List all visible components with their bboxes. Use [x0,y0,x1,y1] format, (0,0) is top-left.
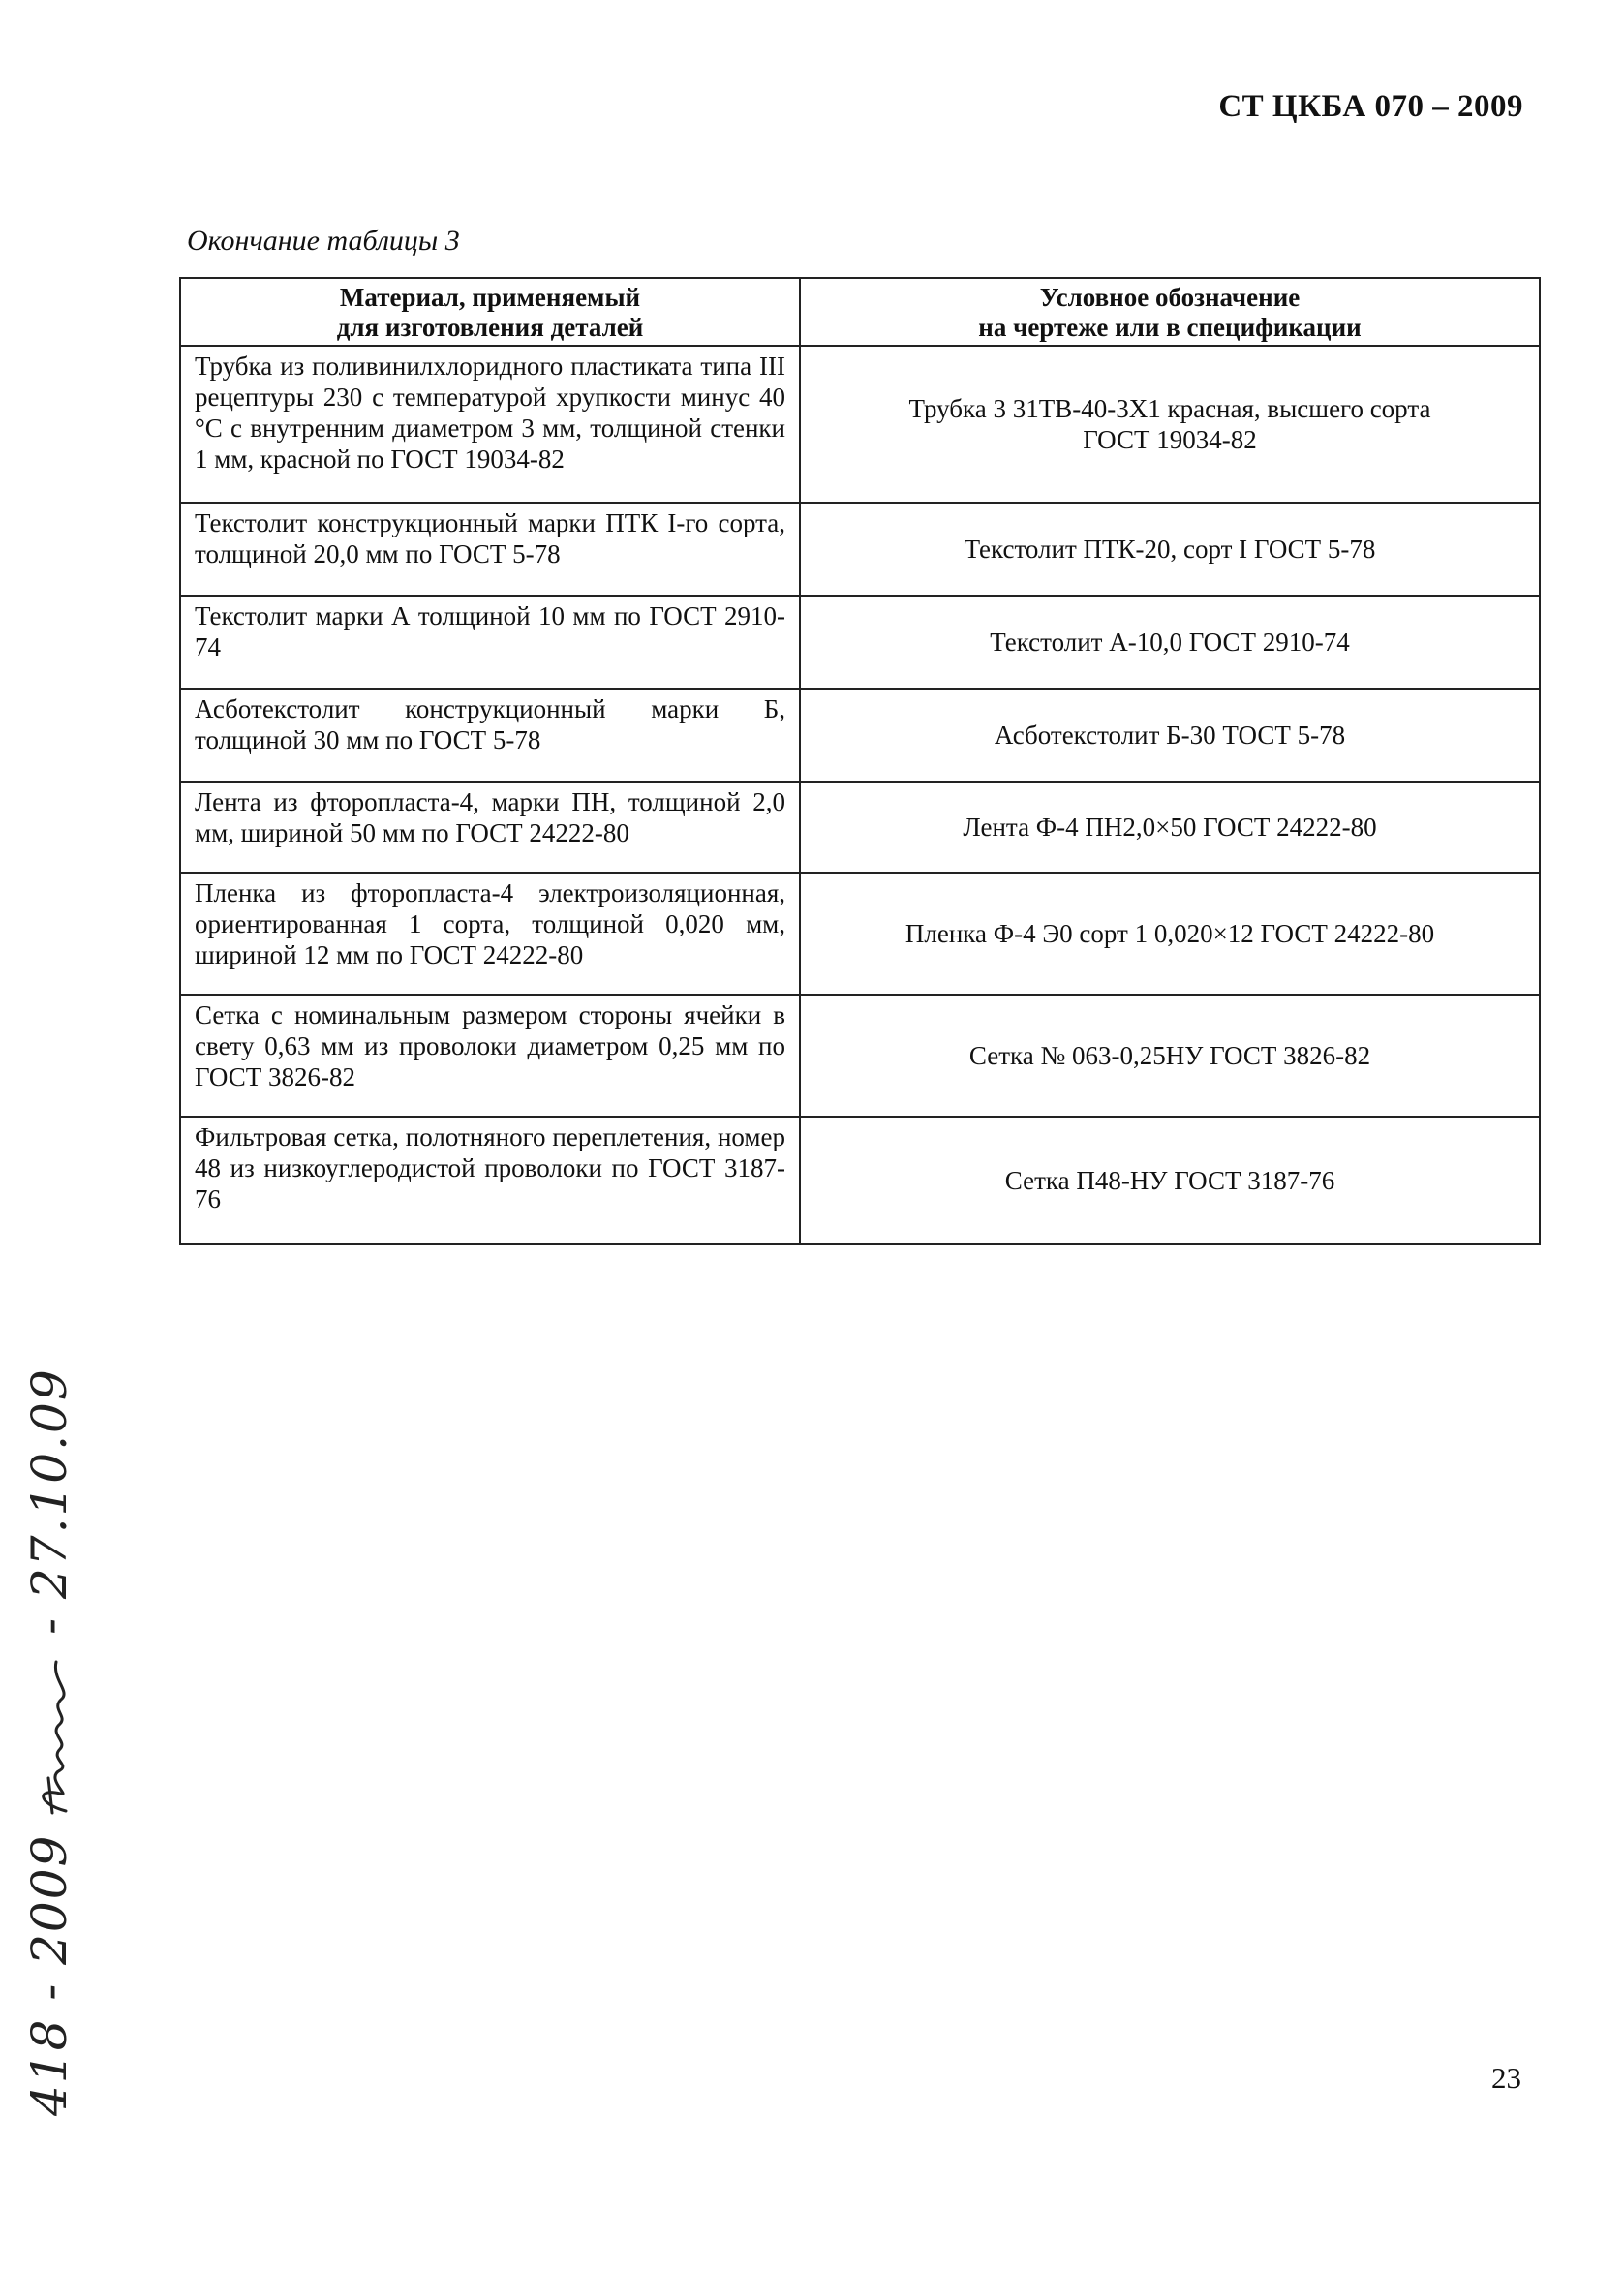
table-caption: Окончание таблицы 3 [187,225,460,257]
header-designation-line2: на чертеже или в спецификации [978,313,1362,342]
designation-line: Лента Ф-4 ПН2,0×50 ГОСТ 24222-80 [963,813,1377,842]
designation-cell [800,503,1540,596]
header-material [180,278,800,346]
designation-cell [800,689,1540,782]
material-cell: Фильтровая сетка, полотняного переплетения, номер 48 из низкоуглеродистой проволоки по ГОСТ 3187-76 [180,1117,800,1244]
designation-line: ГОСТ 19034-82 [1083,425,1257,454]
table-row [180,1117,1540,1244]
header-material-line1: Материал, применяемый [339,283,641,312]
table-row [180,503,1540,596]
designation-line: Сетка П48-НУ ГОСТ 3187-76 [1004,1166,1335,1195]
material-cell: Лента из фторопласта-4, марки ПН, толщиной 2,0 мм, шириной 50 мм по ГОСТ 24222-80 [180,782,800,873]
document-code: СТ ЦКБА 070 – 2009 [1218,89,1523,124]
designation-line: Трубка 3 31ТВ-40-3Х1 красная, высшего сорта [908,394,1431,423]
designation-line: Текстолит ПТК-20, сорт I ГОСТ 5-78 [964,535,1376,564]
designation-line: Сетка № 063-0,25НУ ГОСТ 3826-82 [968,1041,1371,1070]
table-row [180,995,1540,1117]
header-designation [800,278,1540,346]
material-cell: Текстолит конструкционный марки ПТК I-го сорта, толщиной 20,0 мм по ГОСТ 5-78 [180,503,800,596]
table-row [180,596,1540,689]
material-cell: Пленка из фторопласта-4 электроизоляционная, ориентированная 1 сорта, толщиной 0,020 мм, шириной 12 мм по ГОСТ 24222-80 [180,873,800,995]
designation-line: Текстолит А-10,0 ГОСТ 2910-74 [990,628,1350,657]
handwritten-number: 418 - 2009 [21,1833,77,2116]
designation-line: Асботекстолит Б-30 ТОСТ 5-78 [994,721,1346,750]
designation-cell [800,346,1540,503]
material-cell: Сетка с номинальным размером стороны ячейки в свету 0,63 мм из проволоки диаметром 0,25 мм по ГОСТ 3826-82 [180,995,800,1117]
handwritten-date: - 27.10.09 [21,1367,77,1635]
designation-cell [800,995,1540,1117]
header-designation-line1: Условное обозначение [1039,283,1301,312]
table-header-row [180,278,1540,346]
table-row [180,346,1540,503]
designation-line: Пленка Ф-4 Э0 сорт 1 0,020×12 ГОСТ 24222-80 [904,919,1435,948]
designation-cell [800,1117,1540,1244]
header-material-line2: для изготовления деталей [336,313,644,342]
table-row [180,782,1540,873]
designation-cell [800,782,1540,873]
table-row [180,689,1540,782]
table-row [180,873,1540,995]
signature-scribble [31,1652,76,1817]
handwritten-registration-note [21,1367,77,2116]
material-cell: Асботекстолит конструкционный марки Б, толщиной 30 мм по ГОСТ 5-78 [180,689,800,782]
page-number: 23 [1491,2061,1521,2095]
designation-cell [800,596,1540,689]
designation-cell [800,873,1540,995]
material-cell: Трубка из поливинилхлоридного пластиката типа III рецептуры 230 с температурой хрупкости минус 40 °С с внутренним диаметром 3 мм, толщиной стенки 1 мм, красной по ГОСТ 19034-82 [180,346,800,503]
material-cell: Текстолит марки А толщиной 10 мм по ГОСТ 2910-74 [180,596,800,689]
materials-table [179,277,1541,1245]
